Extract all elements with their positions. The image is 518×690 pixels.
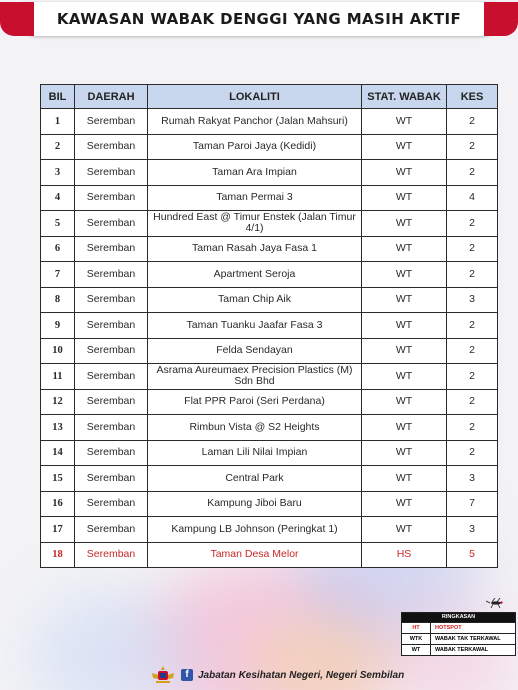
row-stat-wabak: WT	[362, 287, 447, 313]
mosquito-icon	[486, 598, 504, 608]
row-lokaliti: Felda Sendayan	[148, 338, 362, 364]
row-stat-wabak: WT	[362, 517, 447, 543]
row-bil: 5	[41, 211, 75, 237]
row-lokaliti: Rimbun Vista @ S2 Heights	[148, 415, 362, 441]
row-kes: 3	[447, 466, 498, 492]
row-stat-wabak: WT	[362, 338, 447, 364]
row-lokaliti: Taman Chip Aik	[148, 287, 362, 313]
row-lokaliti: Apartment Seroja	[148, 262, 362, 288]
row-stat-wabak: WT	[362, 440, 447, 466]
row-kes: 2	[447, 262, 498, 288]
row-daerah: Seremban	[75, 440, 148, 466]
col-daerah: DAERAH	[75, 85, 148, 109]
row-daerah: Seremban	[75, 364, 148, 390]
row-stat-wabak: WT	[362, 160, 447, 186]
legend-item-wtk: WTK WABAK TAK TERKAWAL	[402, 633, 515, 644]
row-bil: 16	[41, 491, 75, 517]
row-daerah: Seremban	[75, 389, 148, 415]
table-row	[41, 262, 498, 288]
row-kes: 2	[447, 109, 498, 135]
row-daerah: Seremban	[75, 211, 148, 237]
row-lokaliti: Kampung Jiboi Baru	[148, 491, 362, 517]
row-kes: 2	[447, 415, 498, 441]
row-stat-wabak: HS	[362, 542, 447, 568]
row-daerah: Seremban	[75, 491, 148, 517]
footer-text: Jabatan Kesihatan Negeri, Negeri Sembilan	[198, 669, 405, 681]
table-row	[41, 389, 498, 415]
table-row	[41, 134, 498, 160]
row-daerah: Seremban	[75, 542, 148, 568]
row-kes: 2	[447, 440, 498, 466]
footer	[150, 665, 404, 685]
page-title: KAWASAN WABAK DENGGI YANG MASIH AKTIF	[56, 10, 462, 28]
legend-item-wt: WT WABAK TERKAWAL	[402, 644, 515, 655]
legend-box	[401, 612, 516, 656]
row-lokaliti: Rumah Rakyat Panchor (Jalan Mahsuri)	[148, 109, 362, 135]
col-kes: KES	[447, 85, 498, 109]
row-lokaliti: Taman Permai 3	[148, 185, 362, 211]
outbreak-table-container	[40, 84, 497, 568]
table-body	[41, 109, 498, 568]
table-row	[41, 313, 498, 339]
row-bil: 7	[41, 262, 75, 288]
table-row	[41, 466, 498, 492]
row-kes: 2	[447, 160, 498, 186]
table-row	[41, 185, 498, 211]
row-kes: 2	[447, 389, 498, 415]
row-stat-wabak: WT	[362, 313, 447, 339]
row-lokaliti: Central Park	[148, 466, 362, 492]
row-bil: 12	[41, 389, 75, 415]
row-bil: 11	[41, 364, 75, 390]
row-bil: 15	[41, 466, 75, 492]
crest-icon	[150, 665, 176, 685]
row-kes: 3	[447, 287, 498, 313]
row-kes: 2	[447, 364, 498, 390]
row-bil: 13	[41, 415, 75, 441]
row-kes: 2	[447, 211, 498, 237]
row-daerah: Seremban	[75, 160, 148, 186]
table-row	[41, 211, 498, 237]
table-row	[41, 415, 498, 441]
row-bil: 2	[41, 134, 75, 160]
row-lokaliti: Asrama Aureumaex Precision Plastics (M) Sdn Bhd	[148, 364, 362, 390]
row-stat-wabak: WT	[362, 364, 447, 390]
facebook-icon: f	[181, 669, 193, 681]
row-lokaliti: Taman Ara Impian	[148, 160, 362, 186]
row-bil: 1	[41, 109, 75, 135]
table-row	[41, 109, 498, 135]
row-lokaliti: Kampung LB Johnson (Peringkat 1)	[148, 517, 362, 543]
row-daerah: Seremban	[75, 185, 148, 211]
legend-item-hotspot: HT HOTSPOT	[402, 622, 515, 633]
row-kes: 7	[447, 491, 498, 517]
col-bil: BIL	[41, 85, 75, 109]
row-daerah: Seremban	[75, 109, 148, 135]
row-bil: 14	[41, 440, 75, 466]
row-stat-wabak: WT	[362, 262, 447, 288]
row-bil: 3	[41, 160, 75, 186]
row-lokaliti: Taman Paroi Jaya (Kedidi)	[148, 134, 362, 160]
row-daerah: Seremban	[75, 415, 148, 441]
row-lokaliti: Laman Lili Nilai Impian	[148, 440, 362, 466]
row-bil: 10	[41, 338, 75, 364]
row-kes: 2	[447, 134, 498, 160]
row-bil: 9	[41, 313, 75, 339]
row-stat-wabak: WT	[362, 236, 447, 262]
row-stat-wabak: WT	[362, 109, 447, 135]
row-daerah: Seremban	[75, 338, 148, 364]
row-bil: 8	[41, 287, 75, 313]
row-kes: 2	[447, 338, 498, 364]
row-stat-wabak: WT	[362, 415, 447, 441]
col-lokaliti: LOKALITI	[148, 85, 362, 109]
row-bil: 18	[41, 542, 75, 568]
outbreak-table	[40, 84, 498, 568]
row-kes: 3	[447, 517, 498, 543]
table-row	[41, 160, 498, 186]
row-daerah: Seremban	[75, 287, 148, 313]
row-daerah: Seremban	[75, 236, 148, 262]
row-lokaliti: Taman Tuanku Jaafar Fasa 3	[148, 313, 362, 339]
table-row	[41, 338, 498, 364]
row-daerah: Seremban	[75, 517, 148, 543]
row-kes: 5	[447, 542, 498, 568]
table-row	[41, 491, 498, 517]
row-stat-wabak: WT	[362, 134, 447, 160]
row-daerah: Seremban	[75, 262, 148, 288]
row-daerah: Seremban	[75, 313, 148, 339]
row-stat-wabak: WT	[362, 211, 447, 237]
table-row	[41, 364, 498, 390]
row-bil: 6	[41, 236, 75, 262]
legend-title: RINGKASAN	[402, 613, 515, 622]
row-lokaliti: Hundred East @ Timur Enstek (Jalan Timur 4/1)	[148, 211, 362, 237]
row-daerah: Seremban	[75, 134, 148, 160]
col-stat-wabak: STAT. WABAK	[362, 85, 447, 109]
row-kes: 4	[447, 185, 498, 211]
table-row	[41, 287, 498, 313]
row-bil: 4	[41, 185, 75, 211]
row-lokaliti: Flat PPR Paroi (Seri Perdana)	[148, 389, 362, 415]
table-row	[41, 542, 498, 568]
row-stat-wabak: WT	[362, 491, 447, 517]
row-kes: 2	[447, 313, 498, 339]
table-row	[41, 517, 498, 543]
row-bil: 17	[41, 517, 75, 543]
row-stat-wabak: WT	[362, 185, 447, 211]
row-stat-wabak: WT	[362, 466, 447, 492]
row-lokaliti: Taman Desa Melor	[148, 542, 362, 568]
table-row	[41, 440, 498, 466]
table-row	[41, 236, 498, 262]
row-lokaliti: Taman Rasah Jaya Fasa 1	[148, 236, 362, 262]
row-kes: 2	[447, 236, 498, 262]
row-stat-wabak: WT	[362, 389, 447, 415]
row-daerah: Seremban	[75, 466, 148, 492]
table-header-row	[41, 85, 498, 109]
